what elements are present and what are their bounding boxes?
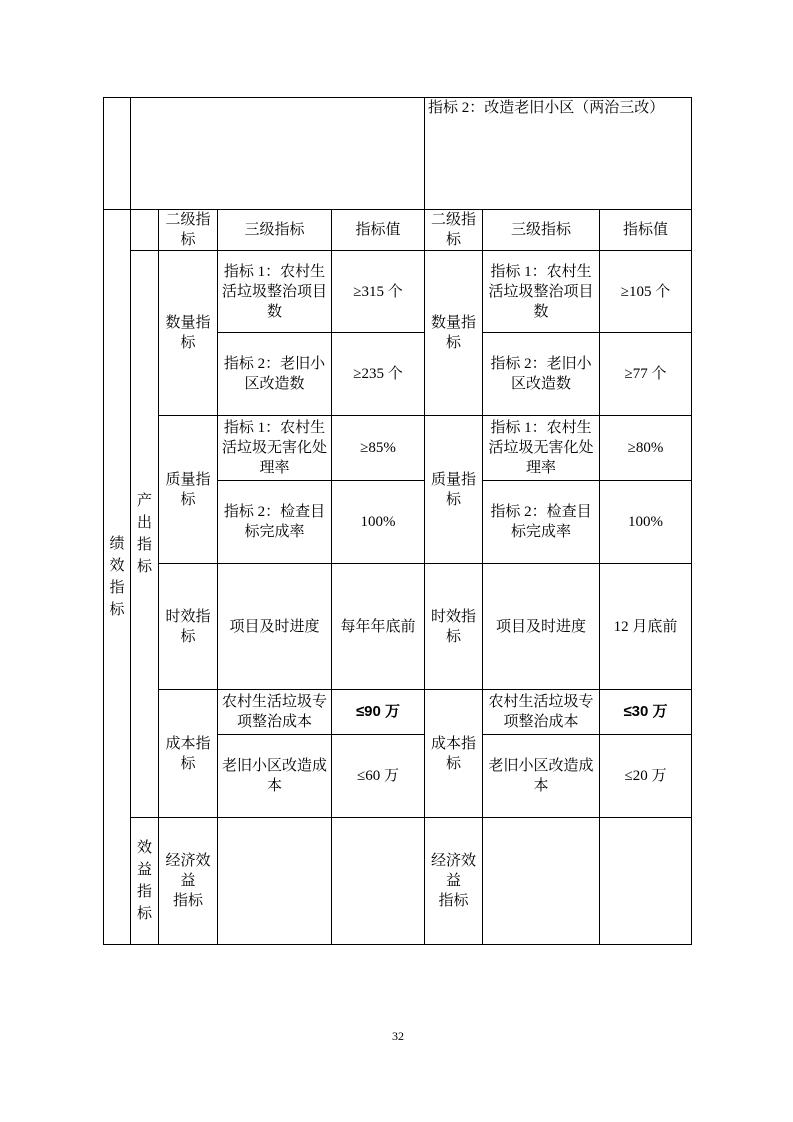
timeliness-label-right: 时效指标	[424, 563, 483, 690]
cost-label-left: 成本指标	[158, 689, 218, 818]
level1-label: 绩效指标	[103, 209, 131, 945]
header-left-level2: 二级指标	[158, 209, 218, 251]
timeliness-value-left: 每年年底前	[331, 563, 425, 690]
quality-item-1-right: 指标 1：农村生活垃圾无害化处理率	[482, 415, 600, 481]
header-right-value: 指标值	[599, 209, 692, 251]
quality-label-right: 质量指标	[424, 415, 483, 564]
quantity-item-1-right: 指标 1：农村生活垃圾整治项目数	[482, 250, 600, 333]
cost-label-right: 成本指标	[424, 689, 483, 818]
top-indicator-cell: 指标 2：改造老旧小区（两治三改）	[424, 97, 692, 210]
quantity-value-1-right: ≥105 个	[599, 250, 692, 333]
quality-item-2-left: 指标 2：检查目标完成率	[217, 480, 332, 564]
header-left-level3: 三级指标	[217, 209, 332, 251]
quantity-item-1-left: 指标 1：农村生活垃圾整治项目数	[217, 250, 332, 333]
quantity-item-2-left: 指标 2：老旧小区改造数	[217, 332, 332, 416]
quantity-label-right: 数量指标	[424, 250, 483, 416]
top-empty-cell-wide	[130, 97, 425, 210]
quality-label-left: 质量指标	[158, 415, 218, 564]
economic-item-left	[217, 817, 332, 945]
economic-value-left	[331, 817, 425, 945]
cost-item-1-left: 农村生活垃圾专项整治成本	[217, 689, 332, 735]
cost-value-2-left: ≤60 万	[331, 734, 425, 818]
economic-label-right: 经济效益 指标	[424, 817, 483, 945]
timeliness-label-left: 时效指标	[158, 563, 218, 690]
quality-value-2-left: 100%	[331, 480, 425, 564]
benefit-label: 效益指标	[130, 817, 159, 945]
economic-item-right	[482, 817, 600, 945]
header-right-level3: 三级指标	[482, 209, 600, 251]
timeliness-item-right: 项目及时进度	[482, 563, 600, 690]
header-right-level2: 二级指标	[424, 209, 483, 251]
cost-item-2-right: 老旧小区改造成本	[482, 734, 600, 818]
quantity-value-2-right: ≥77 个	[599, 332, 692, 416]
quality-item-1-left: 指标 1：农村生活垃圾无害化处理率	[217, 415, 332, 481]
cost-value-1-right: ≤30 万	[599, 689, 692, 735]
header-empty-cell	[130, 209, 159, 251]
quantity-item-2-right: 指标 2：老旧小区改造数	[482, 332, 600, 416]
quality-value-2-right: 100%	[599, 480, 692, 564]
cost-item-2-left: 老旧小区改造成本	[217, 734, 332, 818]
economic-value-right	[599, 817, 692, 945]
cost-item-1-right: 农村生活垃圾专项整治成本	[482, 689, 600, 735]
cost-value-2-right: ≤20 万	[599, 734, 692, 818]
output-label: 产出指标	[130, 250, 159, 818]
timeliness-item-left: 项目及时进度	[217, 563, 332, 690]
quantity-value-1-left: ≥315 个	[331, 250, 425, 333]
quality-value-1-right: ≥80%	[599, 415, 692, 481]
quantity-value-2-left: ≥235 个	[331, 332, 425, 416]
economic-label-left: 经济效益 指标	[158, 817, 218, 945]
quality-value-1-left: ≥85%	[331, 415, 425, 481]
quantity-label-left: 数量指标	[158, 250, 218, 416]
cost-value-1-left: ≤90 万	[331, 689, 425, 735]
top-empty-cell-narrow	[103, 97, 131, 210]
timeliness-value-right: 12 月底前	[599, 563, 692, 690]
quality-item-2-right: 指标 2：检查目标完成率	[482, 480, 600, 564]
header-left-value: 指标值	[331, 209, 425, 251]
page-number: 32	[392, 1029, 404, 1043]
